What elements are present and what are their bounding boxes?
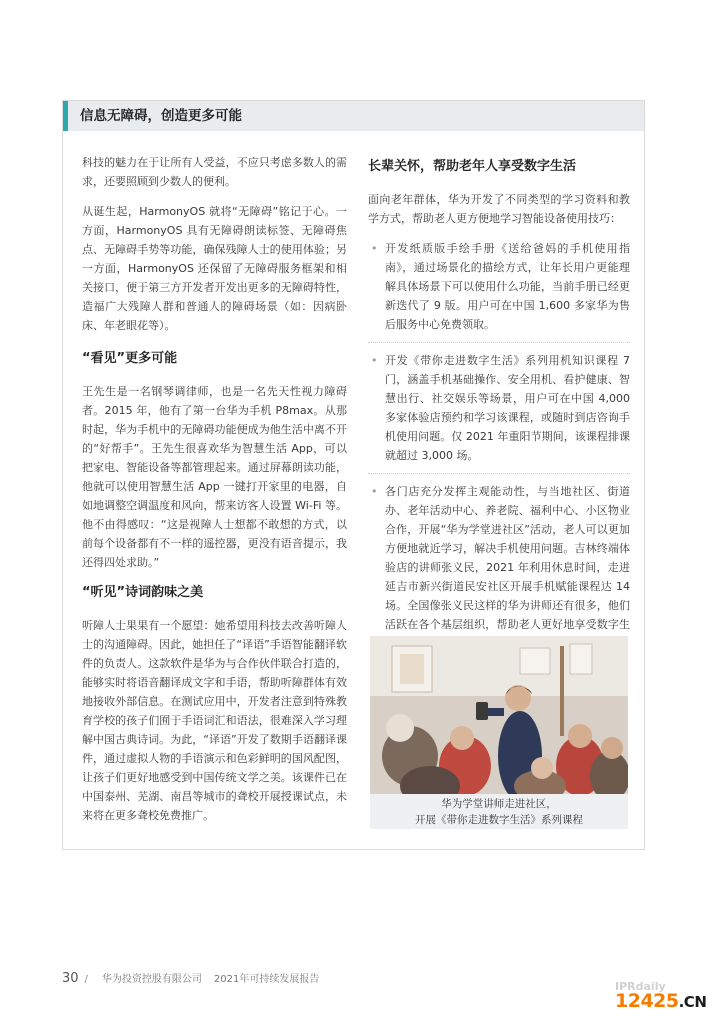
section-header (63, 101, 644, 131)
footer-report: 2021年可持续发展报告 (213, 974, 320, 985)
content-card (62, 100, 645, 850)
page-number: 30 (62, 971, 79, 986)
watermark-site-num: 12425 (615, 990, 679, 1012)
caption-line-1: 华为学堂讲师走进社区， (441, 798, 557, 810)
watermark-badge: IPRdaily (615, 980, 666, 993)
watermark-site-tld: .CN (678, 993, 707, 1011)
photo-illustration (370, 636, 628, 794)
right-column (368, 153, 630, 669)
list-item (368, 239, 630, 343)
photo-caption (370, 796, 628, 828)
elderly-intro: 面向老年群体，华为开发了不同类型的学习资料和教学方式，帮助老人更方便地学习智能设备使用技巧： (368, 193, 630, 225)
page-separator: / (84, 974, 88, 985)
caption-line-2: 开展《带你走进数字生活》系列课程 (415, 814, 583, 826)
left-column (82, 153, 347, 836)
site-watermark (615, 980, 715, 1010)
page-footer (62, 970, 319, 986)
list-item-text: 开发《带你走进数字生活》系列用机知识课程 7 门，涵盖手机基础操作、安全用机、看护健康、智慧出行、社交娱乐等场景，用户可在中国 4,000 多家体验店预约和学习该课程，或随时到店咨询手机使用问题。仅 2021 年重阳节期间，该课程排课就超过 3,000 场。 (385, 354, 630, 462)
list-item-text: 开发纸质版手绘手册《送给爸妈的手机使用指南》，通过场景化的描绘方式，让年长用户更能理解具体场景下可以使用什么功能，当前手册已经更新迭代了 9 版。用户可在中国 1,600 多家华为售后服务中心免费领取。 (385, 242, 630, 331)
bullet-icon: • (371, 242, 378, 255)
hear-paragraph: 听障人士果果有一个愿望：她希望用科技去改善听障人士的沟通障碍。因此，她担任了“译语”手语智能翻译软件的负责人。这款软件是华为与合作伙伴联合打造的，能够实时将语音翻译成文字和手语，帮助听障群体有效地接收外部信息。在测试应用中，开发者注意到特殊教育学校的孩子们囿于手语词汇和语法，很难深入学习理解中国古典诗词。为此，“译语”开发了数期手语翻译课件，通过虚拟人物的手语演示和色彩鲜明的国风配图，让孩子们更好地感受到中国传统文学之美。该课件已在中国泰州、芜湖、南昌等城市的聋校开展授课试点，未来将在更多聋校免费推广。 (82, 619, 347, 822)
community-class-photo (370, 636, 628, 794)
bullet-icon: • (371, 354, 378, 367)
footer-company: 华为投资控股有限公司 (101, 974, 202, 985)
bullet-icon: • (371, 485, 378, 498)
elderly-heading: 长辈关怀，帮助老年人享受数字生活 (368, 159, 577, 174)
bullet-list (368, 239, 630, 661)
watermark-site (615, 990, 706, 1012)
see-heading: “看见”更多可能 (82, 351, 178, 366)
hear-heading: “听见”诗词韵味之美 (82, 585, 204, 600)
see-paragraph: 王先生是一名钢琴调律师，也是一名先天性视力障碍者。2015 年，他有了第一台华为手机 P8max。从那时起，华为手机中的无障碍功能便成为他生活中离不开的“好帮手”。王先生很喜欢华为智慧生活 App，可以把家电、智能设备等都管理起来。通过屏幕朗读功能，他就可以使用智慧生活 App 一键打开家里的电器，自如地调整空调温度和风向，帮来访客人设置 Wi-Fi 等。他不由得感叹：“这是视障人士想都不敢想的方式，以前每个设备都有不一样的遥控器，更没有语音提示，我还得四处求助。” (82, 385, 347, 569)
list-item-text: 各门店充分发挥主观能动性，与当地社区、街道办、老年活动中心、养老院、福利中心、小区物业合作，开展“华为学堂进社区”活动，老人可以更加方便地就近学习，解决手机使用问题。吉林终端体验店的讲师张义民，2021 年利用休息时间，走进延吉市新兴街道民安社区开展手机赋能课程达 14 场。全国像张义民这样的华为讲师还有很多，他们活跃在各个基层组织，帮助老人更好地享受数字生 (385, 485, 630, 631)
intro-paragraph: 科技的魅力在于让所有人受益，不应只考虑多数人的需求，还要照顾到少数人的便利。 (82, 156, 347, 188)
section-title: 信息无障碍，创造更多可能 (80, 108, 242, 124)
photo-figure (370, 636, 628, 829)
harmonyos-paragraph: 从诞生起，HarmonyOS 就将“无障碍”铭记于心。一方面，HarmonyOS 具有无障碍朗读标签、无障碍焦点、无障碍手势等功能，确保残障人士的使用体验；另一方面，HarmonyOS 还保留了无障碍服务框架和相关接口，便于第三方开发者开发出更多的无障碍特性，造福广大残障人群和普通人的障碍场景（如：因病卧床、年老眼花等）。 (82, 205, 347, 332)
list-item (368, 351, 630, 474)
list-item (368, 482, 630, 661)
